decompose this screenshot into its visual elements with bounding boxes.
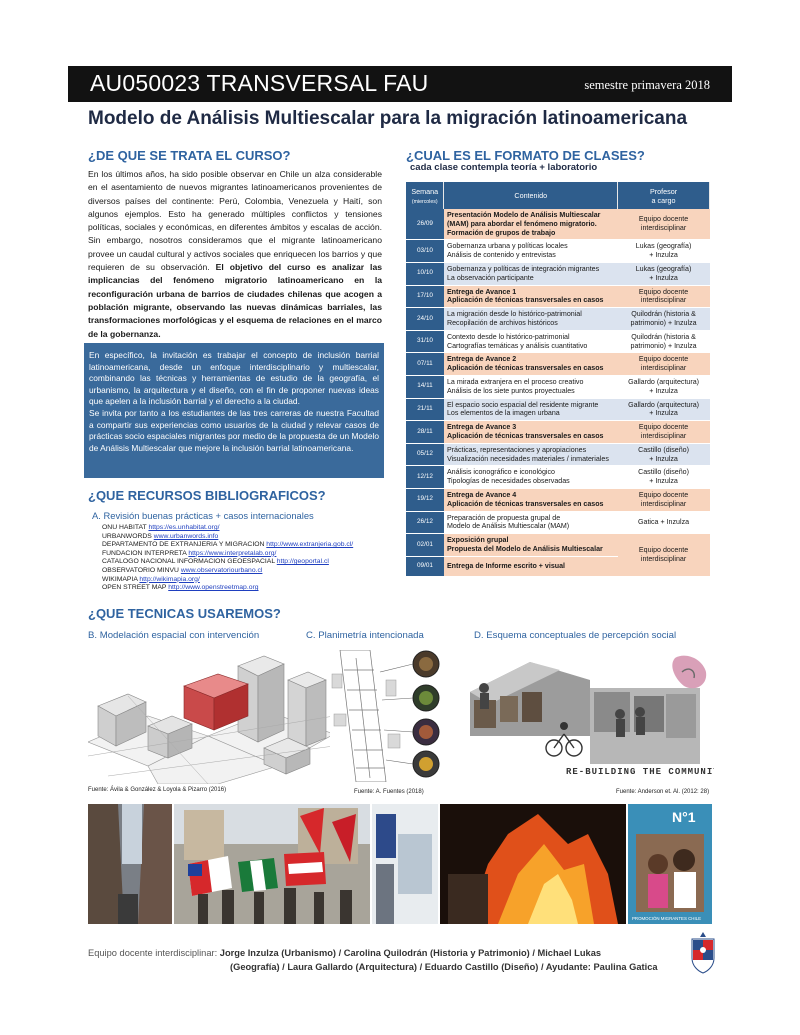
schedule-row bbox=[406, 209, 710, 240]
schedule-row bbox=[406, 398, 710, 421]
schedule-content: Preparación de propuesta grupal de Modelo de Análisis Multiescalar (MAM) bbox=[444, 511, 618, 534]
schedule-row bbox=[406, 421, 710, 444]
source-c: Fuente: A. Fuentes (2018) bbox=[354, 789, 424, 795]
about-highlight-box bbox=[84, 343, 384, 478]
about-intro bbox=[88, 168, 382, 341]
schedule-row bbox=[406, 285, 710, 308]
schedule-row bbox=[406, 443, 710, 466]
schedule-row bbox=[406, 511, 710, 534]
schedule-body bbox=[406, 209, 710, 576]
biblio-item-label: CATALOGO NACIONAL INFORMACION GEOESPACIAL bbox=[102, 558, 277, 566]
header-bar bbox=[68, 66, 732, 102]
schedule-professor: Equipo docente interdisciplinar bbox=[618, 209, 710, 240]
col-week: Semana (miercoles) bbox=[406, 182, 444, 209]
technique-c-label: C. Planimetría intencionada bbox=[306, 630, 424, 641]
biblio-heading: ¿QUE RECURSOS BIBLIOGRAFICOS? bbox=[88, 488, 326, 503]
schedule-content: La mirada extranjera en el proceso creativo Análisis de los siete puntos proyectuales bbox=[444, 375, 618, 398]
biblio-item-label: DEPARTAMENTO DE EXTRANJERIA Y MIGRACION bbox=[102, 541, 267, 549]
schedule-content: Gobernanza urbana y políticas locales Análisis de contenido y entrevistas bbox=[444, 240, 618, 263]
schedule-content: Entrega de Avance 3 Aplicación de técnicas transversales en casos bbox=[444, 421, 618, 444]
schedule-week: 14/11 bbox=[406, 375, 444, 398]
schedule-week: 17/10 bbox=[406, 285, 444, 308]
schedule-week: 03/10 bbox=[406, 240, 444, 263]
schedule-content: Contexto desde lo histórico-patrimonial Cartografías temáticas y análisis cuantitativo bbox=[444, 330, 618, 353]
schedule-week: 12/12 bbox=[406, 466, 444, 489]
schedule-table bbox=[406, 182, 710, 577]
photo-strip bbox=[88, 804, 712, 924]
biblio-item-label: OBSERVATORIO MINVU bbox=[102, 566, 181, 574]
schedule-row bbox=[406, 262, 710, 285]
graffiti-text: RE-BUILDING THE COMMUNITY bbox=[566, 767, 714, 777]
schedule-week: 26/12 bbox=[406, 511, 444, 534]
schedule-content: La migración desde lo histórico-patrimonial Recopilación de archivos históricos bbox=[444, 308, 618, 331]
biblio-item bbox=[102, 533, 353, 542]
schedule-row bbox=[406, 308, 710, 331]
biblio-item bbox=[102, 576, 353, 585]
schedule-row bbox=[406, 330, 710, 353]
schedule-content: Entrega de Avance 4 Aplicación de técnicas transversales en casos bbox=[444, 488, 618, 511]
biblio-item-link[interactable]: https://es.unhabitat.org/ bbox=[148, 524, 220, 531]
schedule-week: 10/10 bbox=[406, 262, 444, 285]
magazine-caption: PROMOCIÓN MIGRANTES CHILE bbox=[632, 916, 702, 921]
footer-lead: Equipo docente interdisciplinar: bbox=[88, 948, 220, 958]
technique-b-label: B. Modelación espacial con intervención bbox=[88, 630, 260, 641]
schedule-content: Gobernanza y políticas de integración migrantes La observación participante bbox=[444, 262, 618, 285]
perception-collage-image bbox=[470, 652, 714, 782]
schedule-week: 21/11 bbox=[406, 398, 444, 421]
schedule-professor: Lukas (geografía) + Inzulza bbox=[618, 240, 710, 263]
biblio-item bbox=[102, 567, 353, 576]
schedule-professor: Castillo (diseño) + Inzulza bbox=[618, 466, 710, 489]
technique-d-label: D. Esquema conceptuales de percepción social bbox=[474, 630, 677, 641]
schedule-content: Exposición grupal Propuesta del Modelo de Análisis Multiescalar bbox=[444, 534, 618, 557]
page-title: Modelo de Análisis Multiescalar para la migración latinoamericana bbox=[88, 108, 688, 129]
biblio-item bbox=[102, 550, 353, 559]
schedule-professor: Quilodrán (historia & patrimonio) + Inzulza bbox=[618, 330, 710, 353]
schedule-row bbox=[406, 375, 710, 398]
biblio-item-link[interactable]: http://wikimapia.org/ bbox=[139, 575, 200, 583]
schedule-row bbox=[406, 353, 710, 376]
highlight-paragraph-2: Se invita por tanto a los estudiantes de las tres carreras de nuestra Facultad a compartir sus experiencias como usuarios de la ciudad y relevar casos de prácticas socio espaciales migrantes por medio de la propuesta de un Modelo de Análisis Multiescalar que mejore la inclusión barrial latinoamericana. bbox=[89, 407, 379, 453]
schedule-content: Presentación Modelo de Análisis Multiescalar (MAM) para abordar el fenómeno migratorio. Formación de grupos de trabajo bbox=[444, 209, 618, 240]
footer-team-line1: Jorge Inzulza (Urbanismo) / Carolina Quilodrán (Historia y Patrimonio) / Michael Lukas bbox=[219, 948, 602, 958]
schedule-professor: Equipo docente interdisciplinar bbox=[618, 534, 710, 577]
tech-heading: ¿QUE TECNICAS USAREMOS? bbox=[88, 606, 281, 621]
schedule-professor: Lukas (geografía) + Inzulza bbox=[618, 262, 710, 285]
biblio-item-label: OPEN STREET MAP bbox=[102, 584, 169, 592]
semester-label: semestre primavera 2018 bbox=[584, 78, 710, 92]
schedule-content: El espacio socio espacial del residente migrante Los elementos de la imagen urbana bbox=[444, 398, 618, 421]
schedule-week: 24/10 bbox=[406, 308, 444, 331]
biblio-item bbox=[102, 541, 353, 550]
format-heading: ¿CUAL ES EL FORMATO DE CLASES? bbox=[406, 148, 645, 163]
biblio-item bbox=[102, 524, 353, 533]
biblio-item bbox=[102, 584, 353, 593]
schedule-week: 19/12 bbox=[406, 488, 444, 511]
biblio-item-link[interactable]: www.observatoriourbano.cl bbox=[180, 566, 263, 574]
col-professor: Profesor a cargo bbox=[618, 182, 710, 209]
schedule-content: Análisis iconográfico e iconológico Tipologías de necesidades observadas bbox=[444, 466, 618, 489]
schedule-content: Prácticas, representaciones y apropiaciones Visualización necesidades materiales / inmateriales bbox=[444, 443, 618, 466]
biblio-item-label: URBANWORDS bbox=[102, 532, 154, 540]
schedule-week: 02/01 bbox=[406, 534, 444, 557]
biblio-subheading: A. Revisión buenas prácticas + casos internacionales bbox=[92, 510, 314, 521]
schedule-header-row bbox=[406, 182, 710, 209]
schedule-week: 28/11 bbox=[406, 421, 444, 444]
schedule-row bbox=[406, 466, 710, 489]
footer-team-line2: (Geografía) / Laura Gallardo (Arquitectura) / Eduardo Castillo (Diseño) / Ayudante: Paulina Gatica bbox=[230, 962, 658, 972]
about-heading: ¿DE QUE SE TRATA EL CURSO? bbox=[88, 148, 291, 163]
schedule-professor: Equipo docente interdisciplinar bbox=[618, 421, 710, 444]
schedule-professor: Gallardo (arquitectura) + Inzulza bbox=[618, 398, 710, 421]
footer-team bbox=[88, 946, 688, 974]
schedule-content: Entrega de Avance 2 Aplicación de técnicas transversales en casos bbox=[444, 353, 618, 376]
schedule-row bbox=[406, 488, 710, 511]
schedule-professor: Gallardo (arquitectura) + Inzulza bbox=[618, 375, 710, 398]
schedule-row bbox=[406, 534, 710, 557]
biblio-item-link[interactable]: http://www.openstreetmap.org bbox=[168, 584, 259, 592]
biblio-item-link[interactable]: www.urbanwords.info bbox=[153, 532, 219, 540]
schedule-professor: Castillo (diseño) + Inzulza bbox=[618, 443, 710, 466]
biblio-item bbox=[102, 558, 353, 567]
schedule-professor: Quilodrán (historia & patrimonio) + Inzulza bbox=[618, 308, 710, 331]
schedule-week: 07/11 bbox=[406, 353, 444, 376]
schedule-professor: Gatica + Inzulza bbox=[618, 511, 710, 534]
university-crest-icon bbox=[690, 932, 716, 974]
course-code: AU050023 TRANSVERSAL FAU bbox=[90, 70, 429, 96]
schedule-row bbox=[406, 240, 710, 263]
planimetry-image bbox=[330, 650, 444, 782]
biblio-item-link[interactable]: https://www.interpretalab.org/ bbox=[188, 549, 277, 557]
highlight-paragraph-1: En específico, la invitación es trabajar el concepto de inclusión barrial latinoamericana, desde un enfoque interdisciplinario y multiescalar, combinando las técnicas y herramientas de estudio de la geografía, el urbanismo, la arquitectura y el diseño, con el fin de proponer nuevas ideas que apelen a la inclusión barrial y el derecho a la ciudad. bbox=[89, 350, 379, 407]
about-objective: El objetivo del curso es analizar las implicancias del fenómeno migratorio latinoamericano en la reconfiguración urbana de barrios de ciudades chilenas que acogen a población migrante, observando las nuevas dinámicas barriales, las transformaciones morfológicas y el esquema de relaciones en el marco de la gobernanza. bbox=[88, 262, 383, 339]
schedule-week: 09/01 bbox=[406, 556, 444, 576]
schedule-week: 26/09 bbox=[406, 209, 444, 240]
source-d: Fuente: Anderson et. Al. (2012: 28) bbox=[616, 789, 710, 795]
schedule-content: Entrega de Avance 1 Aplicación de técnicas transversales en casos bbox=[444, 285, 618, 308]
biblio-item-link[interactable]: http://geoportal.cl bbox=[276, 558, 329, 566]
schedule-content: Entrega de Informe escrito + visual bbox=[444, 556, 618, 576]
schedule-week: 05/12 bbox=[406, 443, 444, 466]
col-content: Contenido bbox=[444, 182, 618, 209]
format-subheading: cada clase contempla teoría + laboratorio bbox=[410, 162, 598, 173]
spatial-model-image bbox=[88, 646, 334, 784]
magazine-number: N°1 bbox=[672, 809, 696, 825]
schedule-professor: Equipo docente interdisciplinar bbox=[618, 488, 710, 511]
biblio-item-link[interactable]: http://www.extranjeria.gob.cl/ bbox=[266, 541, 354, 549]
schedule-professor: Equipo docente interdisciplinar bbox=[618, 353, 710, 376]
biblio-list bbox=[102, 524, 353, 593]
biblio-item-label: WIKIMAPIA bbox=[102, 575, 140, 583]
schedule-week: 31/10 bbox=[406, 330, 444, 353]
biblio-item-label: FUNDACION INTERPRETA bbox=[102, 549, 189, 557]
about-paragraph: En los últimos años, ha sido posible observar en Chile un alza considerable en el asentamiento de nuevos migrantes latinoamericanos provenientes de diversos países del continente: Perú, Colombia, Venezuela y Haití, son algunos ejemplos. Esto ha generado múltiples conflictos y tensiones políticas, sociales y económicas, en diferentes ámbitos y escalas de acción. Sin embargo, nosotros consideramos que el migrante latinoamericano provee un caudal cultural y activos sociales que enriquecen los barrios y que requieren de su observación. bbox=[88, 169, 382, 273]
schedule-professor: Equipo docente interdisciplinar bbox=[618, 285, 710, 308]
source-b: Fuente: Ávila & González & Loyola & Pizarro (2016) bbox=[88, 787, 227, 793]
biblio-item-label: ONU HABITAT bbox=[102, 524, 149, 531]
